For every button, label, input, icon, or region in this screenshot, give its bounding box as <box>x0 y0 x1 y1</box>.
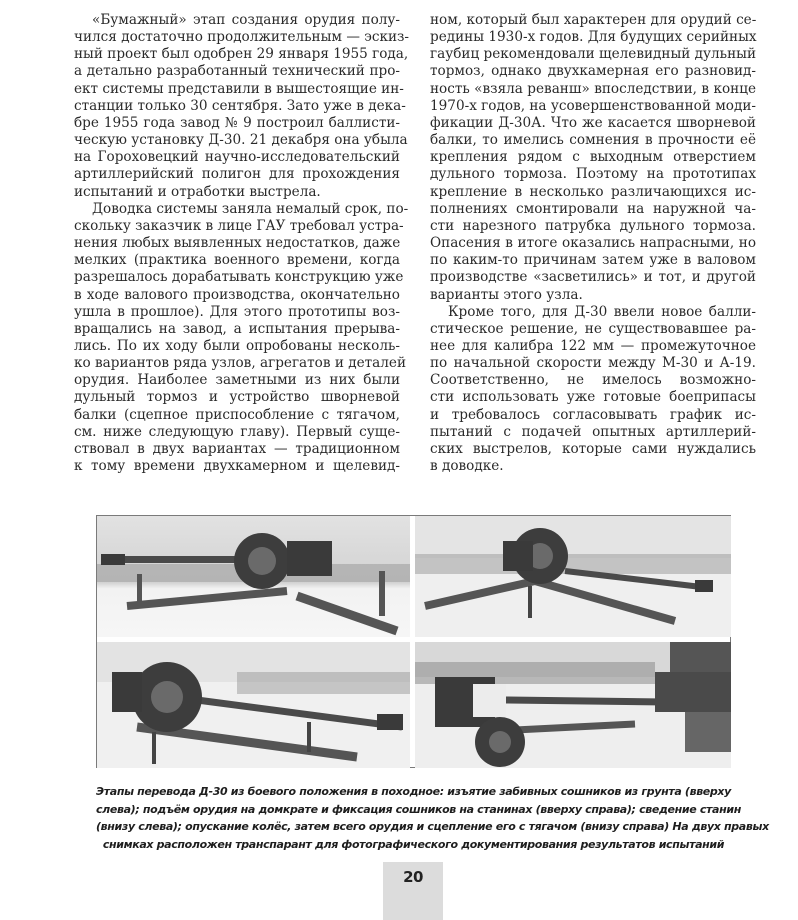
text-line: см. ниже следующую главу). Первый суще- <box>74 423 400 440</box>
text-line: в ходе валового производства, окончательно <box>74 286 400 303</box>
text-line: бре 1955 года завод № 9 построил баллисти- <box>74 114 400 131</box>
text-line: вращались на завод, а испытания прерыва- <box>74 320 400 337</box>
text-line: разрешалось дорабатывать конструкцию уже <box>74 269 404 286</box>
text-line: сти использовать уже готовые боеприпасы <box>430 389 756 406</box>
text-line: стическое решение, не существовавшее ра- <box>430 320 756 337</box>
text-line: фикации Д-30А. Что же касается шворневой <box>430 114 756 131</box>
howitzer-photo-image <box>97 516 410 637</box>
text-line: Опасения в итоге оказались напрасными, но <box>430 235 756 252</box>
text-line: ческую установку Д-30. 21 декабря она убыла <box>74 132 408 149</box>
text-line: в доводке. <box>430 458 504 475</box>
text-line: чился достаточно продолжительным — эскиз- <box>74 29 410 46</box>
text-line: варианты этого узла. <box>430 286 583 303</box>
text-line: дульного тормоза. Поэтому на прототипах <box>430 166 756 183</box>
text-line: испытаний и отработки выстрела. <box>74 183 321 200</box>
right-text-column <box>430 12 756 475</box>
text-line: а детально разработанный технический про- <box>74 63 400 80</box>
text-line: гаубиц рекомендовали щелевидный дульный <box>430 46 757 63</box>
text-line: крепления рядом с выходным отверстием <box>430 149 756 166</box>
text-line: ность «взяла реванш» впоследствии, в конце <box>430 80 756 97</box>
photo-top-left <box>97 516 410 637</box>
text-line: ект системы представили в вышестоящие ин- <box>74 80 404 97</box>
text-line: Доводка системы заняла немалый срок, по- <box>92 200 409 217</box>
text-line: мелких (практика военного времени, когда <box>74 252 400 269</box>
howitzer-photo-image <box>415 516 731 637</box>
text-line: тормоз, однако двухкамерная его разновид- <box>430 63 756 80</box>
text-line: артиллерийский полигон для прохождения <box>74 166 400 183</box>
text-line: орудия. Наиболее заметными из них были <box>74 372 400 389</box>
photo-figure <box>96 515 731 768</box>
page-number: 20 <box>383 862 443 920</box>
text-line: балки, то имелись сомнения в прочности её <box>430 132 756 149</box>
caption-line: слева); подъём орудия на домкрате и фиксация сошников на станинах (вверху справа); сведение станин <box>96 802 741 816</box>
text-line: нения любых выявленных недостатков, даже <box>74 235 401 252</box>
text-line: лись. По их ходу были опробованы несколь- <box>74 337 400 354</box>
text-line: крепление в несколько различающихся ис- <box>430 183 756 200</box>
text-line: и требовалось согласовывать график ис- <box>430 406 756 423</box>
text-line: производстве «засветились» и тот, и другой <box>430 269 756 286</box>
photo-bottom-right <box>415 642 731 768</box>
text-line: скольку заказчик в лице ГАУ требовал устра- <box>74 217 404 234</box>
text-line: к тому времени двухкамерном и щелевид- <box>74 458 400 475</box>
text-line: пытаний с подачей опытных артиллерий- <box>430 423 756 440</box>
text-line: ко вариантов ряда узлов, агрегатов и деталей <box>74 355 407 372</box>
text-line: «Бумажный» этап создания орудия полу- <box>92 12 400 28</box>
text-line: сти нарезного патрубка дульного тормоза. <box>430 217 756 234</box>
text-line: Соответственно, не имелось возможно- <box>430 372 756 389</box>
howitzer-photo-image <box>97 642 410 768</box>
text-line: полнениях смонтировали на наружной ча- <box>430 200 756 217</box>
text-line: по начальной скорости между М-30 и А-19. <box>430 355 756 372</box>
text-line: балки (сцепное приспособление с тягачом, <box>74 406 400 423</box>
text-line: ном, который был характерен для орудий се- <box>430 12 757 28</box>
left-text-column <box>74 12 410 475</box>
text-line: нее для калибра 122 мм — промежуточное <box>430 337 756 354</box>
figure-caption <box>96 783 769 853</box>
caption-line: Этапы перевода Д-30 из боевого положения в походное: изъятие забивных сошников из грунта (вверху <box>96 785 731 798</box>
text-line: станции только 30 сентября. Зато уже в дека- <box>74 97 406 114</box>
howitzer-photo-image <box>415 642 731 768</box>
text-line: на Гороховецкий научно-исследовательский <box>74 149 400 166</box>
text-line: Кроме того, для Д-30 ввели новое балли- <box>448 303 756 320</box>
text-line: ушла в прошлое). Для этого прототипы воз- <box>74 303 400 320</box>
caption-line: (внизу слева); опускание колёс, затем всего орудия и сцепление его с тягачом (внизу справа) На двух правых <box>96 820 769 833</box>
caption-line: снимках расположен транспарант для фотографического документирования результатов испытаний <box>102 837 725 851</box>
photo-bottom-left <box>97 642 410 768</box>
text-line: 1970-х годов, на усовершенствованной моди- <box>430 97 756 114</box>
text-line: ный проект был одобрен 29 января 1955 года, <box>74 46 409 63</box>
text-line: редины 1930-х годов. Для будущих серийных <box>430 29 757 46</box>
text-line: ских выстрелов, которые сами нуждались <box>430 440 756 457</box>
text-line: ствовал в двух вариантах — традиционном <box>74 440 400 457</box>
photo-top-right <box>415 516 731 637</box>
text-line: по каким-то причинам затем уже в валовом <box>430 252 756 269</box>
text-line: дульный тормоз и устройство шворневой <box>74 389 400 406</box>
